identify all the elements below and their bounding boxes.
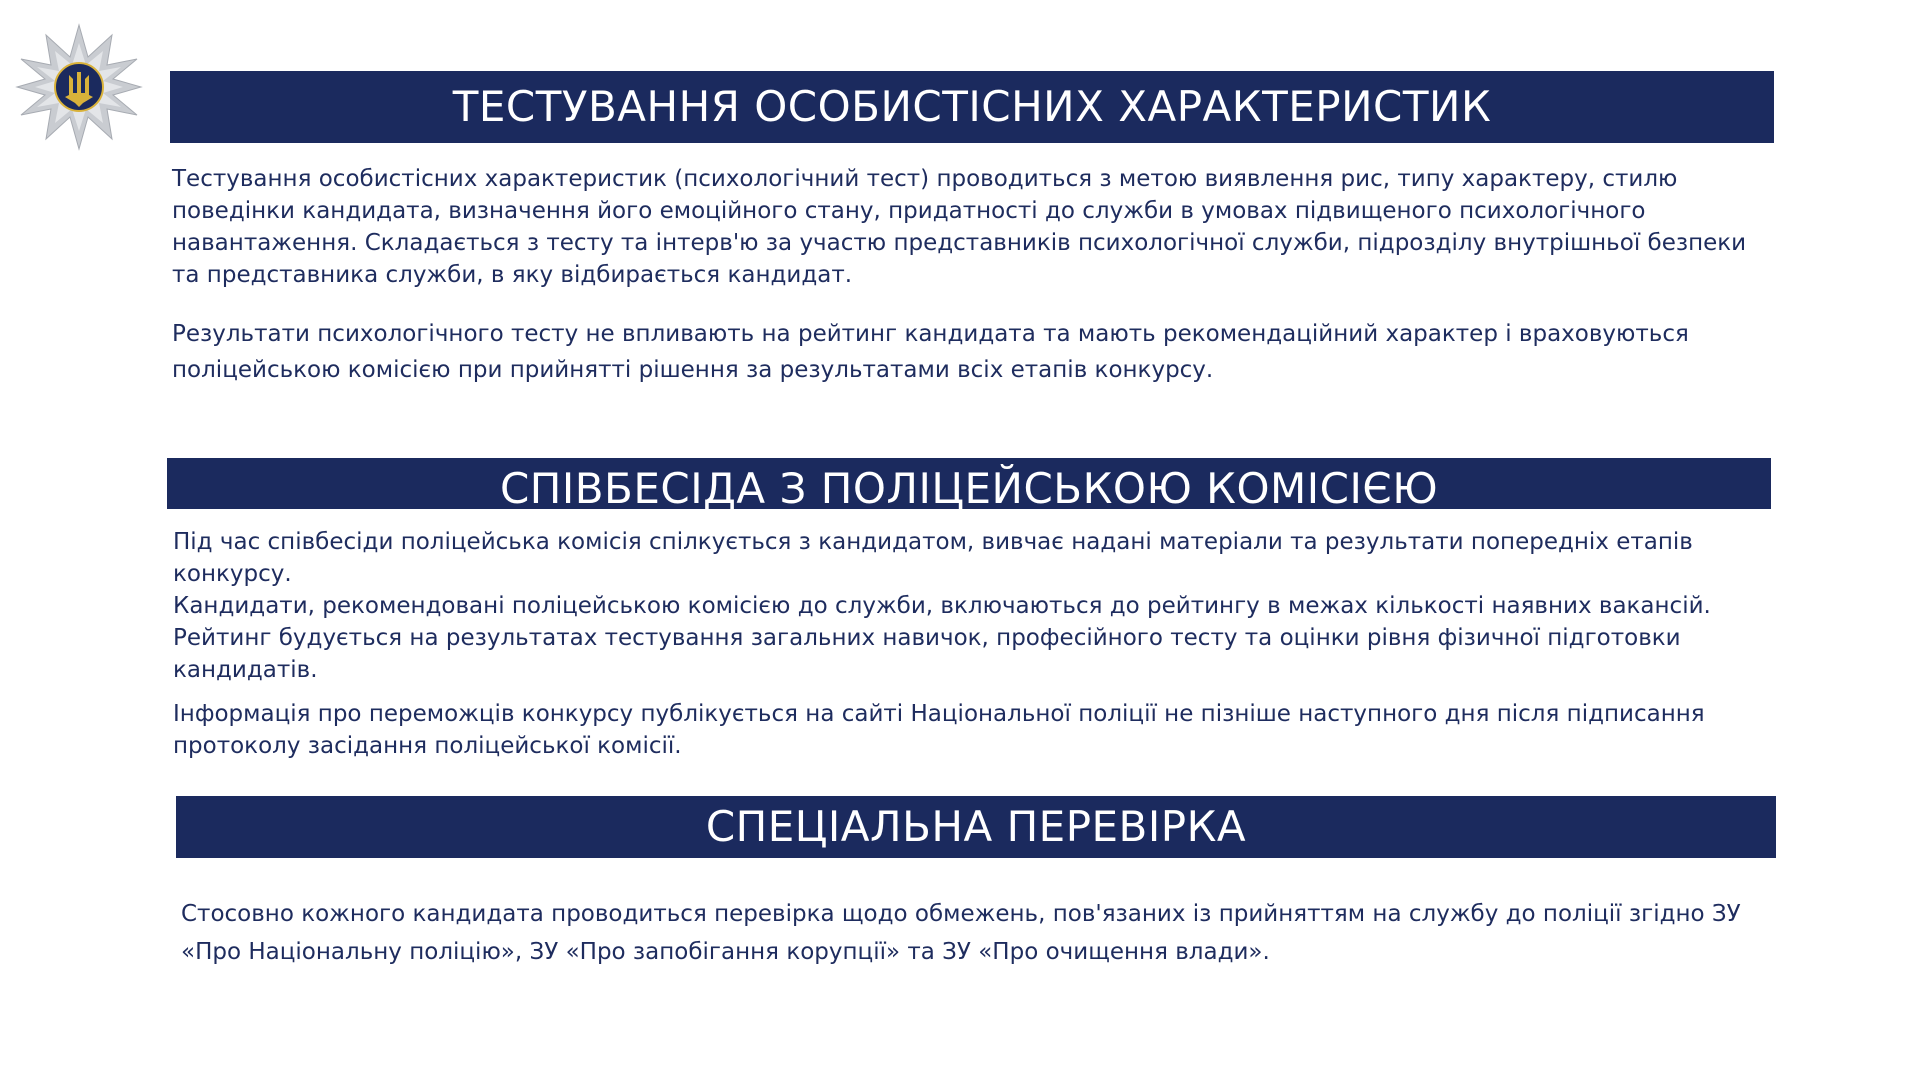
text-line: Рейтинг будується на результатах тестування загальних навичок, професійного тесту та оцінки рівня фізичної підготовки bbox=[173, 625, 1681, 651]
text-line: Тестування особистісних характеристик (психологічний тест) проводиться з метою виявлення рис, типу характеру, стилю bbox=[172, 166, 1678, 192]
psychological-test-results-note bbox=[172, 316, 1772, 388]
text-line: та представника служби, в яку відбирається кандидат. bbox=[172, 262, 853, 288]
text-line: протоколу засідання поліцейської комісії. bbox=[173, 733, 682, 759]
text-line: конкурсу. bbox=[173, 561, 292, 587]
text-line: Інформація про переможців конкурсу публікується на сайті Національної поліції не пізніше наступного дня після підписання bbox=[173, 701, 1705, 727]
text-line: «Про Національну поліцію», ЗУ «Про запобігання корупції» та ЗУ «Про очищення влади». bbox=[181, 939, 1270, 965]
text-line: Кандидати, рекомендовані поліцейською комісією до служби, включаються до рейтингу в межах кількості наявних вакансій. bbox=[173, 593, 1711, 619]
text-line: поведінки кандидата, визначення його емоційного стану, придатності до служби в умовах підвищеного психологічного bbox=[172, 198, 1646, 224]
text-line: Стосовно кожного кандидата проводиться перевірка щодо обмежень, пов'язаних із прийняттям на службу до поліції згідно ЗУ bbox=[181, 901, 1741, 927]
section-title-personality-testing bbox=[170, 71, 1774, 143]
winners-publication-note bbox=[173, 698, 1773, 762]
text-line: кандидатів. bbox=[173, 657, 318, 683]
section-title-text: ТЕСТУВАННЯ ОСОБИСТІСНИХ ХАРАКТЕРИСТИК bbox=[452, 82, 1492, 131]
text-line: поліцейською комісією при прийнятті рішення за результатами всіх етапів конкурсу. bbox=[172, 357, 1214, 383]
section-title-text: СПЕЦІАЛЬНА ПЕРЕВІРКА bbox=[705, 802, 1247, 851]
special-check-description bbox=[181, 895, 1781, 971]
section-title-special-check bbox=[176, 796, 1776, 858]
text-line: навантаження. Складається з тесту та інтерв'ю за участю представників психологічної служби, підрозділу внутрішньої безпеки bbox=[172, 230, 1747, 256]
text-line: Під час співбесіди поліцейська комісія спілкується з кандидатом, вивчає надані матеріали та результати попередніх етапів bbox=[173, 529, 1693, 555]
interview-description bbox=[173, 526, 1773, 686]
text-line: Результати психологічного тесту не впливають на рейтинг кандидата та мають рекомендаційний характер і враховуються bbox=[172, 321, 1689, 347]
police-star-emblem-icon bbox=[14, 22, 144, 152]
personality-testing-description bbox=[172, 163, 1772, 291]
section-title-police-commission-interview bbox=[167, 458, 1771, 509]
section-title-text: СПІВБЕСІДА З ПОЛІЦЕЙСЬКОЮ КОМІСІЄЮ bbox=[499, 464, 1439, 509]
